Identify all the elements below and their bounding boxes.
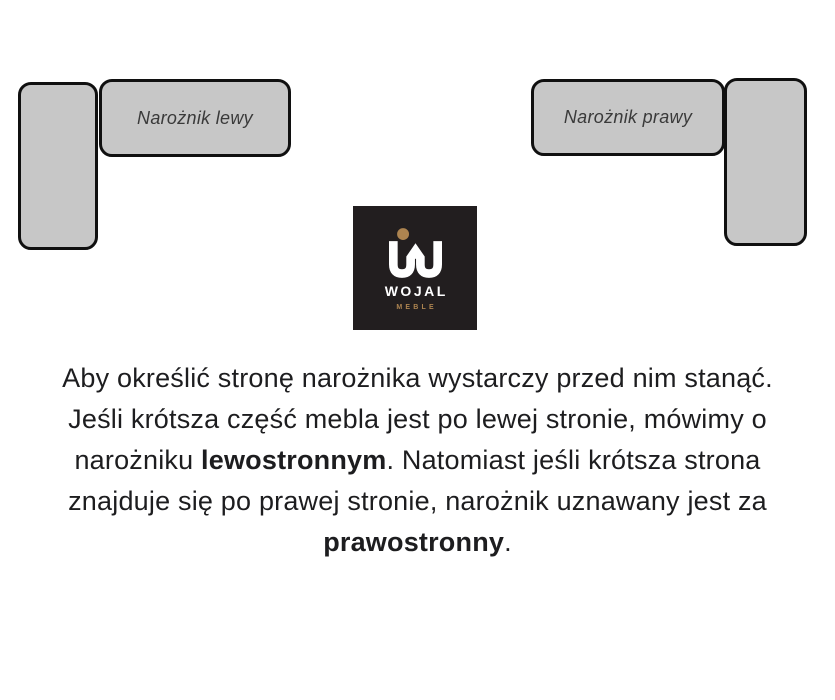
paragraph-text: narożniku — [74, 445, 202, 475]
paragraph-text: Jeśli krótsza część mebla jest po lewej stronie, mówimy o — [68, 404, 767, 434]
highlighted-term-left: lewostronnym — [201, 445, 387, 475]
left-sofa-long-section — [99, 79, 291, 157]
left-sofa-short-section — [18, 82, 98, 250]
paragraph-text: znajduje się po prawej stronie, narożnik uznawany jest za — [68, 486, 767, 516]
description-paragraph — [40, 358, 795, 563]
right-sofa-label: Narożnik prawy — [563, 107, 693, 127]
logo-subbrand-text: MEBLE — [396, 304, 437, 311]
paragraph-line — [40, 399, 795, 440]
paragraph-text: . Natomiast jeśli krótsza strona — [386, 445, 761, 475]
right-sofa-long-section — [531, 79, 725, 156]
paragraph-line — [40, 481, 795, 522]
iw-monogram-icon — [389, 228, 442, 278]
paragraph-line — [40, 522, 795, 563]
paragraph-line — [40, 440, 795, 481]
paragraph-text: Aby określić stronę narożnika wystarczy przed nim stanąć. — [62, 363, 773, 393]
paragraph-line — [40, 358, 795, 399]
left-sofa-label: Narożnik lewy — [137, 107, 253, 128]
paragraph-text: . — [504, 527, 512, 557]
right-sofa-short-section — [724, 78, 807, 246]
highlighted-term-right: prawostronny — [323, 527, 505, 557]
logo-brand-text: WOJAL — [384, 283, 448, 299]
wojal-logo — [353, 206, 477, 330]
